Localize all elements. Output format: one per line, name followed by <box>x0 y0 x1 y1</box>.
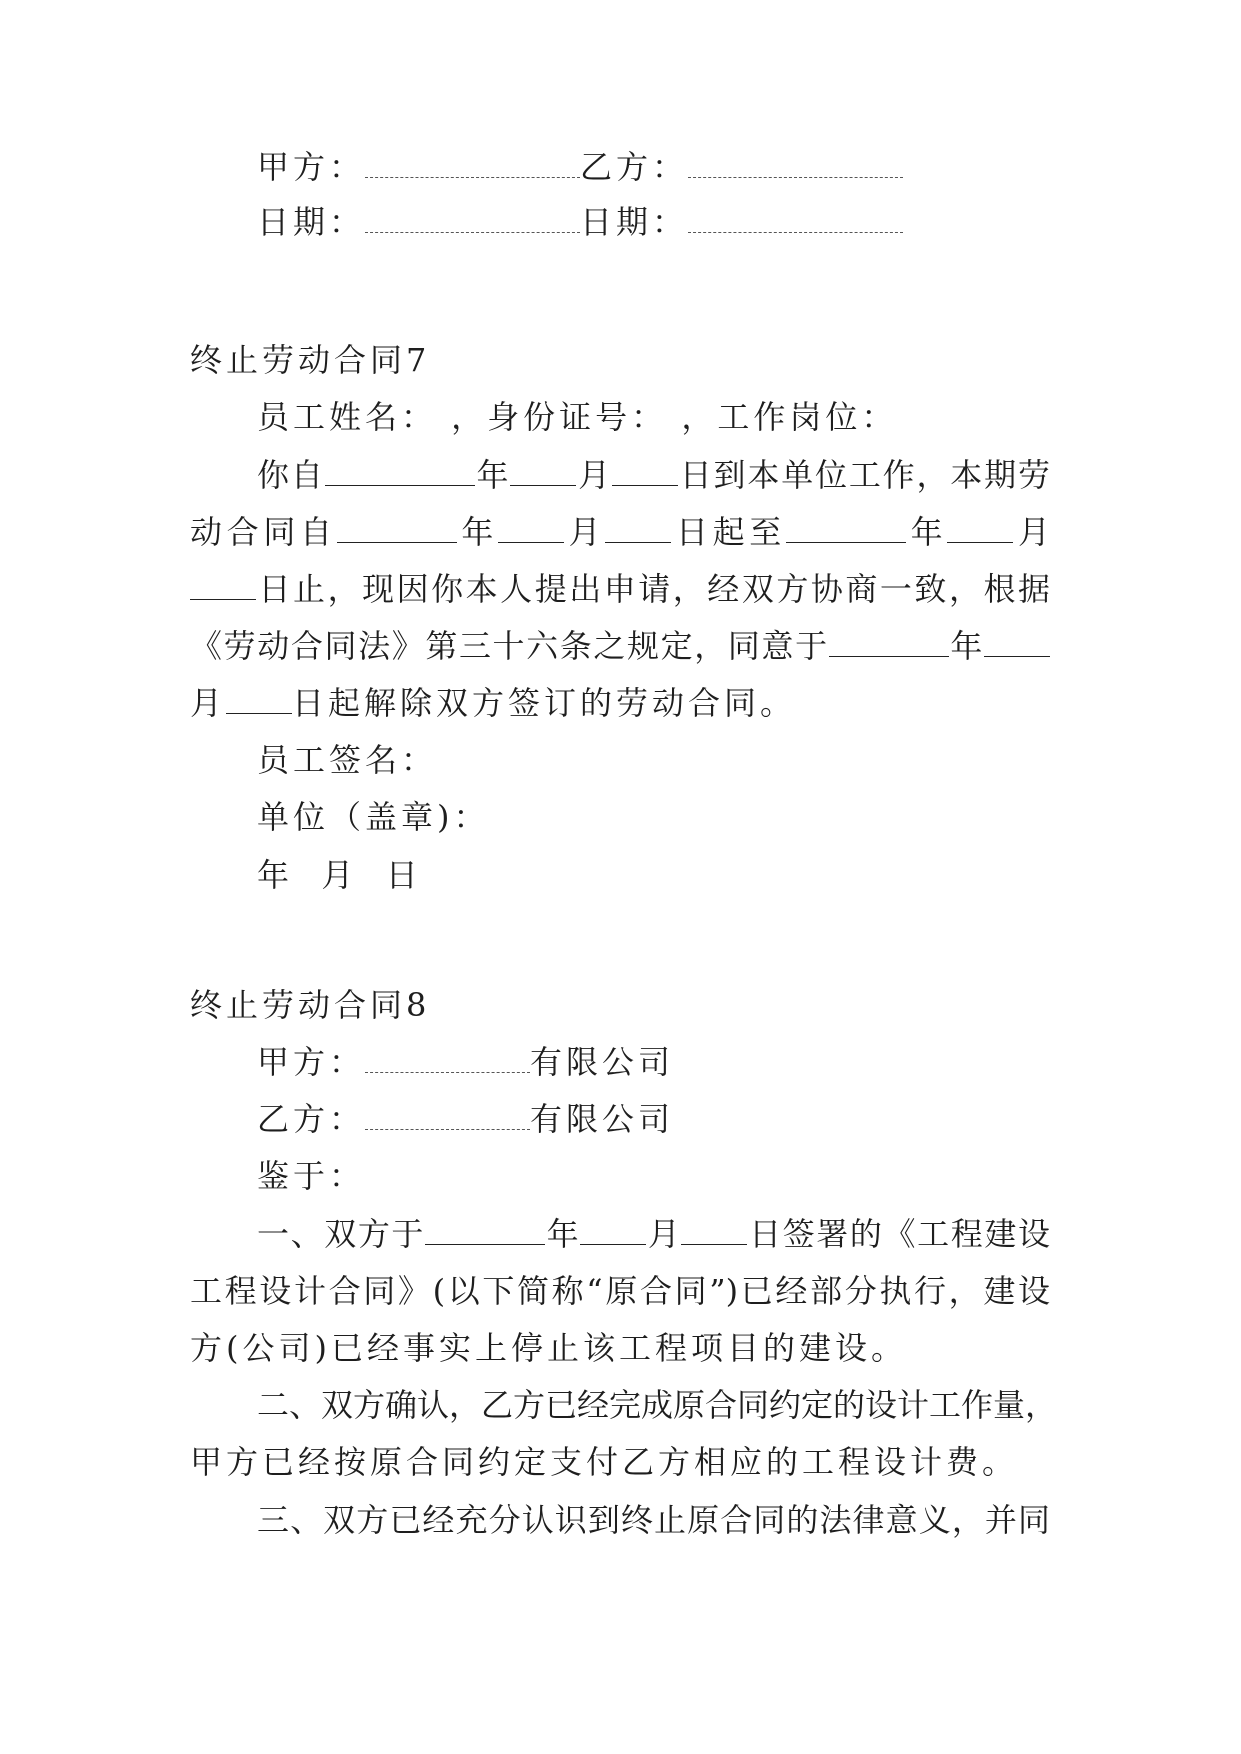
party-a-label: 甲方： <box>257 1043 366 1081</box>
body-text: 《劳动合同法》第三十六条之规定，同意于 <box>190 627 829 665</box>
body-text: 日到本单位工作，本期劳 <box>677 456 1050 494</box>
body-text: 日签署的《工程建设 <box>747 1215 1050 1253</box>
blank <box>425 1216 545 1245</box>
body-text: 一、双方于 <box>257 1215 426 1253</box>
company-suffix: 有限公司 <box>530 1043 675 1081</box>
item2-line-1: 二、双方确认，乙方已经完成原合同约定的设计工作量， <box>257 1386 1058 1424</box>
contract8-title: 终止劳动合同8 <box>190 986 431 1024</box>
contract7-body-line-1 <box>257 455 1050 495</box>
contract8-party-b <box>257 1099 1117 1139</box>
blank <box>510 457 576 486</box>
blank <box>829 628 949 657</box>
item2-line-2: 甲方已经按原合同约定支付乙方相应的工程设计费。 <box>190 1443 1019 1481</box>
body-text: 日起至 <box>671 513 786 551</box>
date-a-label: 日期： <box>257 203 366 241</box>
item1-line-1 <box>257 1214 1050 1254</box>
employee-signature-label: 员工签名： <box>257 741 438 779</box>
body-text: 日止，现因你本人提出申请，经双方协商一致，根据 <box>256 570 1050 608</box>
item1-line-2: 工程设计合同》(以下简称“原合同”)已经部分执行，建设 <box>190 1272 1050 1310</box>
contract7-body-line-4 <box>190 626 1050 666</box>
body-text: 你自 <box>257 456 325 494</box>
party-a-label: 甲方： <box>257 148 366 186</box>
body-text: 年 <box>545 1215 581 1253</box>
body-text: 年 <box>474 456 511 494</box>
body-text: 月 <box>1013 513 1050 551</box>
blank <box>498 514 564 543</box>
body-text: 月 <box>646 1215 682 1253</box>
date-b-blank <box>688 204 903 233</box>
body-text: 月 <box>576 456 612 494</box>
contract7-title: 终止劳动合同7 <box>190 341 431 379</box>
unit-seal-label: 单位（盖章)： <box>257 798 490 836</box>
body-text: 年 <box>905 513 948 551</box>
body-text: 月 <box>563 513 606 551</box>
date-placeholder: 年 月 日 <box>257 856 422 894</box>
party-b-blank <box>688 149 903 178</box>
blank <box>365 1044 530 1073</box>
blank <box>612 457 678 486</box>
item1-line-3: 方(公司)已经事实上停止该工程项目的建设。 <box>190 1329 907 1367</box>
body-text: 月 <box>190 684 227 722</box>
whereas-label: 鉴于： <box>257 1157 366 1195</box>
blank <box>226 685 292 714</box>
blank <box>786 514 906 543</box>
contract7-body-line-2 <box>190 512 1050 552</box>
body-text: 年 <box>456 513 498 551</box>
contract7-body-line-5 <box>190 683 1050 723</box>
company-suffix: 有限公司 <box>530 1100 675 1138</box>
body-text: 动合同自 <box>190 513 337 551</box>
contract8-party-a <box>257 1042 1117 1082</box>
party-b-label: 乙方： <box>257 1100 366 1138</box>
blank <box>580 1216 646 1245</box>
date-line-top <box>257 202 1117 242</box>
party-line <box>257 147 1117 187</box>
body-text: 年 <box>948 627 984 665</box>
body-text: 日起解除双方签订的劳动合同。 <box>292 684 797 722</box>
date-a-blank <box>365 204 580 233</box>
blank <box>325 457 475 486</box>
party-b-label: 乙方： <box>580 148 689 186</box>
blank <box>947 514 1013 543</box>
blank <box>984 628 1050 657</box>
blank <box>337 514 457 543</box>
item3-line-1: 三、双方已经充分认识到终止原合同的法律意义，并同 <box>257 1501 1050 1539</box>
blank <box>681 1216 747 1245</box>
blank <box>605 514 671 543</box>
party-a-blank <box>365 149 580 178</box>
date-b-label: 日期： <box>580 203 689 241</box>
contract7-info-line: 员工姓名： ，身份证号： ，工作岗位： <box>257 398 898 436</box>
blank <box>365 1101 530 1130</box>
blank <box>190 571 256 600</box>
contract7-body-line-3 <box>190 569 1050 609</box>
